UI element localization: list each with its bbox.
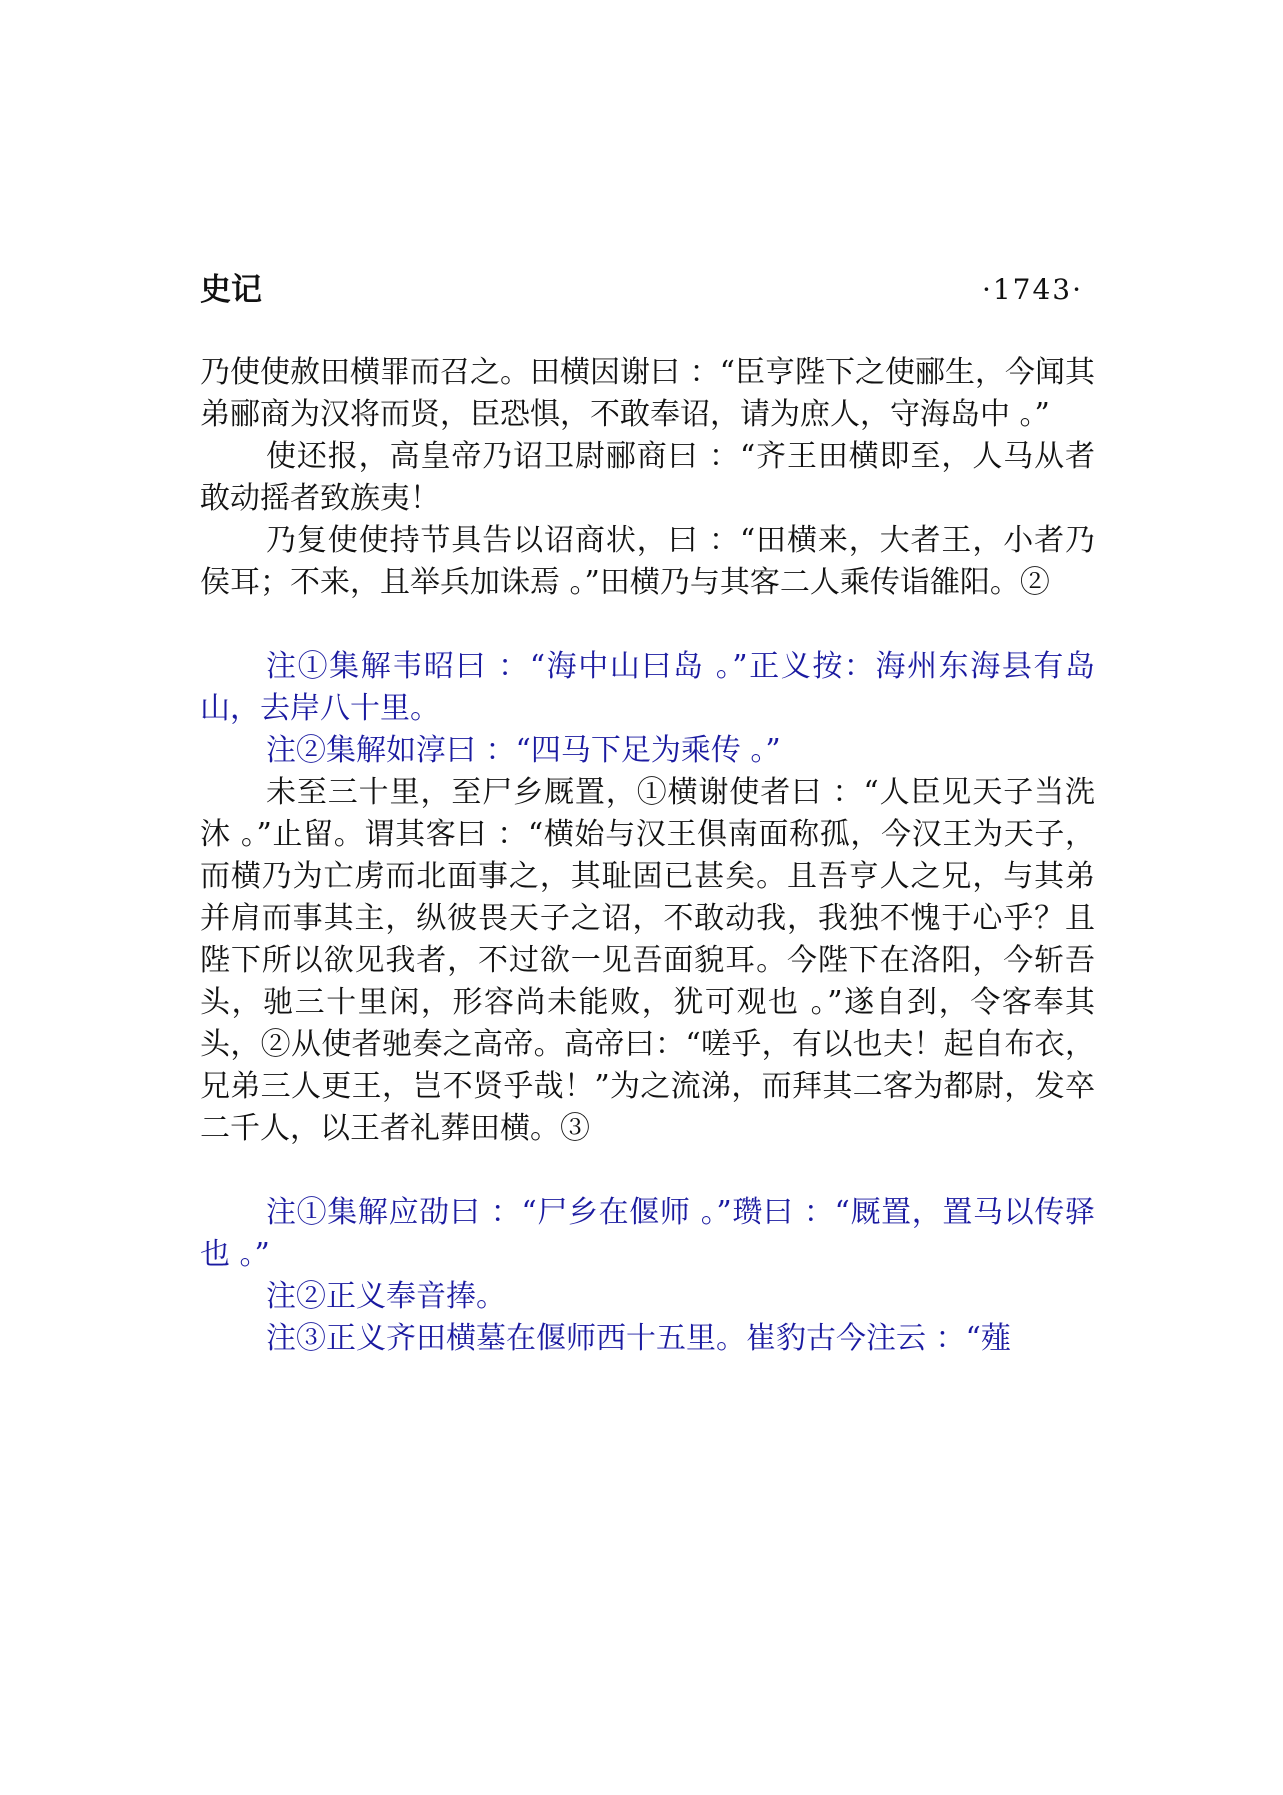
page-body xyxy=(200,352,1095,1360)
spacer xyxy=(200,604,1095,646)
note-1: 注①集解韦昭曰 ：“海中山曰岛 。”正义按：海州东海县有岛山，去岸八十里。 xyxy=(200,649,1095,726)
paragraph-2: 使还报，高皇帝乃诏卫尉郦商曰 ：“齐王田横即至，人马从者敢动摇者致族夷！ xyxy=(200,439,1095,516)
page-number: ·1743· xyxy=(981,273,1083,306)
note-5: 注③正义齐田横墓在偃师西十五里。崔豹古今注云 ：“薤 xyxy=(266,1321,1011,1356)
spacer xyxy=(200,1150,1095,1192)
running-title: 史记 xyxy=(200,272,262,308)
note-3: 注①集解应劭曰 ：“尸乡在偃师 。”瓒曰 ：“厩置，置马以传驿也 。” xyxy=(200,1195,1095,1272)
paragraph-3: 乃复使使持节具告以诏商状，曰 ：“田横来，大者王，小者乃侯耳；不来，且举兵加诛焉 。”田横乃与其客二人乘传诣雒阳。② xyxy=(200,523,1095,600)
paragraph-4: 未至三十里，至尸乡厩置，①横谢使者曰 ：“人臣见天子当洗沐 。”止留。谓其客曰 ：“横始与汉王俱南面称孤，今汉王为天子，而横乃为亡虏而北面事之，其耻固已甚矣。且吾亨人之兄，与其弟并肩而事其主，纵彼畏天子之诏，不敢动我，我独不愧于心乎？且陛下所以欲见我者，不过欲一见吾面貌耳。今陛下在洛阳，今斩吾头，驰三十里闲，形容尚未能败，犹可观也 。”遂自刭，令客奉其头，②从使者驰奏之高帝。高帝曰：“嗟乎，有以也夫！起自布衣，兄弟三人更王，岂不贤乎哉！”为之流涕，而拜其二客为都尉，发卒二千人，以王者礼葬田横。③ xyxy=(200,775,1095,1146)
paragraph-1: 乃使使赦田横罪而召之。田横因谢曰 ：“臣亨陛下之使郦生，今闻其弟郦商为汉将而贤，臣恐惧，不敢奉诏，请为庶人，守海岛中 。” xyxy=(200,355,1095,432)
note-4: 注②正义奉音捧。 xyxy=(266,1279,506,1314)
note-2: 注②集解如淳曰 ：“四马下足为乘传 。” xyxy=(266,733,781,768)
